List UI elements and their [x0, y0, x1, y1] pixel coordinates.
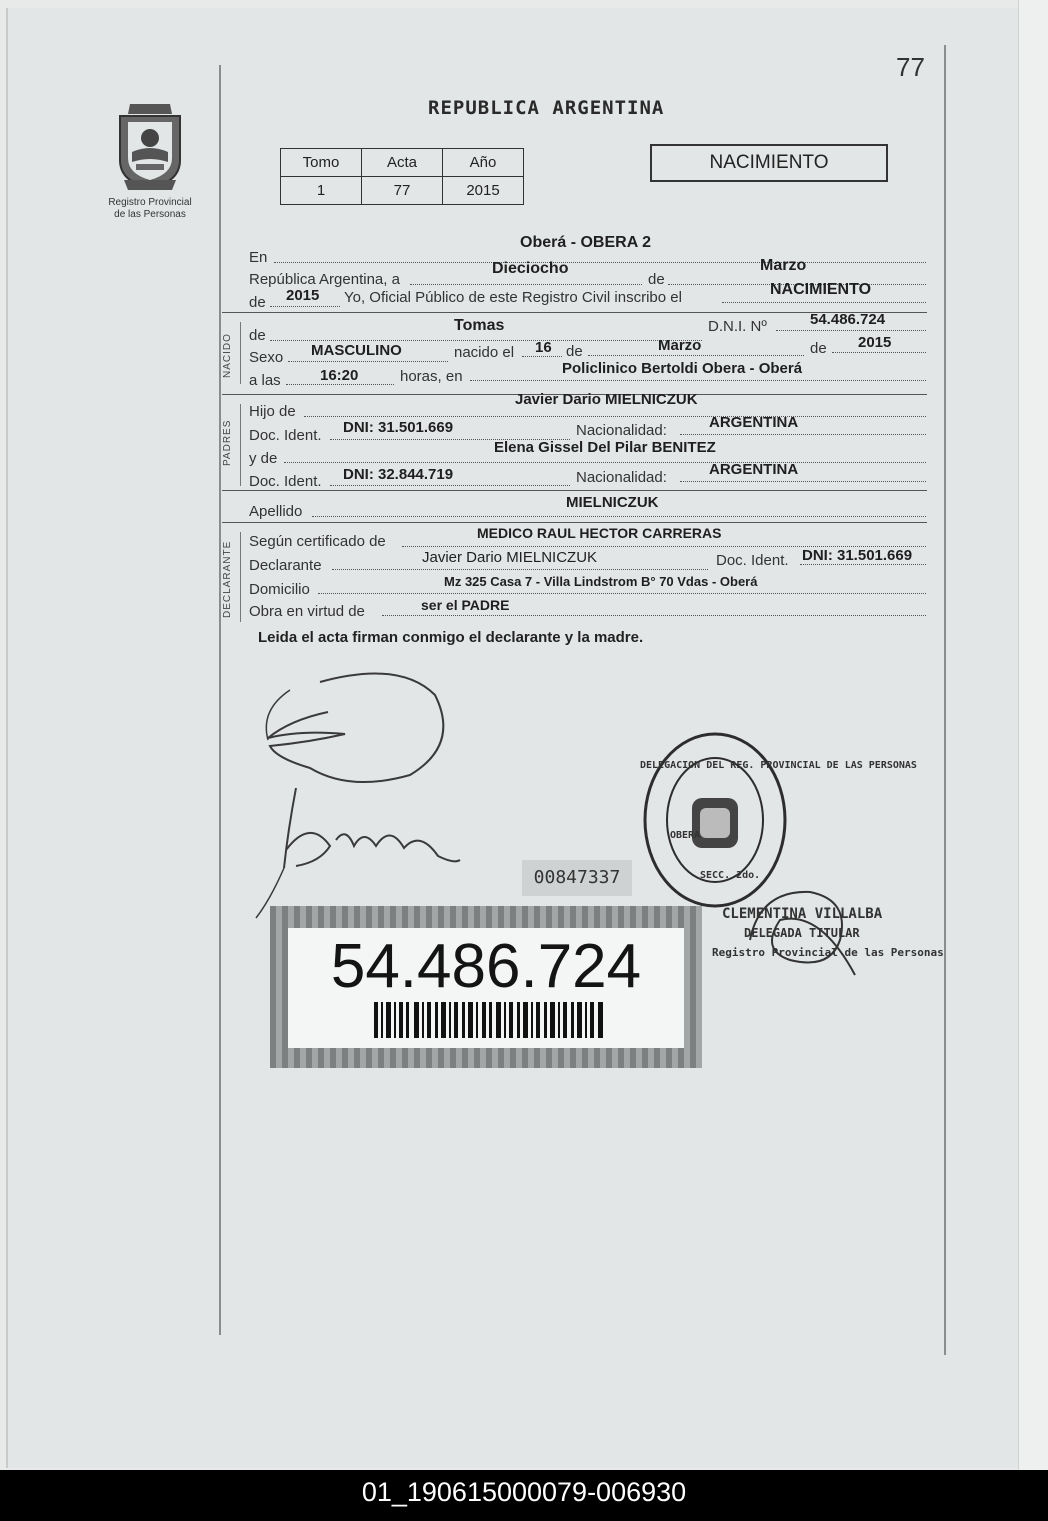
- padres-section-label: PADRES: [222, 419, 233, 466]
- birth-year-value: 2015: [858, 334, 892, 351]
- dotted-line: [330, 485, 570, 486]
- decl-doc-value: DNI: 31.501.669: [802, 547, 913, 564]
- page-edge: [1018, 0, 1048, 1470]
- dotted-line: [332, 569, 708, 570]
- signature-icon: [250, 650, 480, 930]
- serial-number: 00847337: [522, 860, 632, 896]
- dotted-line: [288, 361, 448, 362]
- apellido-value: MIELNICZUK: [566, 494, 659, 511]
- father-nat-value: ARGENTINA: [709, 414, 799, 431]
- mother-nat-value: ARGENTINA: [709, 461, 799, 478]
- country-title: REPUBLICA ARGENTINA: [428, 97, 665, 119]
- yo-text: Yo, Oficial Público de este Registro Civil inscribo el: [344, 289, 682, 306]
- dotted-line: [304, 416, 926, 417]
- day-words-value: Dieciocho: [492, 260, 569, 277]
- sticker-dni-number: 54.486.724: [330, 932, 642, 1001]
- dni-label: D.N.I. Nº: [708, 318, 767, 335]
- page-number: 77: [896, 52, 925, 82]
- inscribe-type-value: NACIMIENTO: [770, 281, 872, 298]
- de-label: de: [648, 271, 665, 288]
- month-value: Marzo: [760, 257, 807, 274]
- official-name: CLEMENTINA VILLALBA: [722, 906, 883, 922]
- dotted-line: [284, 462, 926, 463]
- dotted-line: [270, 306, 340, 307]
- decl-doc-label: Doc. Ident.: [716, 552, 789, 569]
- acta-value: 77: [362, 177, 443, 205]
- dotted-line: [470, 380, 926, 381]
- section-separator: [222, 522, 927, 523]
- nacido-el-label: nacido el: [454, 344, 515, 361]
- apellido-label: Apellido: [249, 503, 303, 520]
- dotted-line: [382, 615, 926, 616]
- province-logo: [100, 100, 200, 221]
- place-value: Oberá - OBERA 2: [520, 234, 651, 251]
- father-nat-label: Nacionalidad:: [576, 422, 667, 439]
- act-year-value: 2015: [286, 287, 320, 304]
- father-doc-value: DNI: 31.501.669: [343, 419, 454, 436]
- stamp-ring-text: DELEGACION DEL REG. PROVINCIAL DE LAS PERSONAS: [640, 760, 917, 771]
- nacido-de2-label: de: [566, 343, 583, 360]
- dotted-line: [722, 302, 926, 303]
- mother-doc-label: Doc. Ident.: [249, 473, 322, 490]
- dotted-line: [312, 516, 926, 517]
- stamp-inner-2: SECC. 2do.: [700, 870, 761, 881]
- obra-value: ser el PADRE: [421, 597, 510, 613]
- dotted-line: [776, 330, 926, 331]
- republica-label: República Argentina, a: [249, 271, 400, 288]
- section-bar: [240, 322, 241, 384]
- sexo-value: MASCULINO: [311, 342, 402, 359]
- registry-caption-2: de las Personas: [114, 209, 186, 220]
- cert-value: MEDICO RAUL HECTOR CARRERAS: [477, 525, 722, 541]
- child-dni-value: 54.486.724: [810, 311, 886, 328]
- de2-label: de: [249, 294, 266, 311]
- dotted-line: [832, 352, 926, 353]
- birth-time-value: 16:20: [320, 367, 359, 384]
- dotted-line: [286, 384, 394, 385]
- left-margin-line: [219, 65, 221, 1335]
- closing-statement: Leida el acta firman conmigo el declarante y la madre.: [258, 629, 644, 646]
- registry-caption-1: Registro Provincial: [108, 197, 192, 208]
- anio-value: 2015: [443, 177, 524, 205]
- dotted-line: [680, 434, 926, 435]
- obra-label: Obra en virtud de: [249, 603, 365, 620]
- mother-name-value: Elena Gissel Del Pilar BENITEZ: [494, 439, 716, 456]
- stamp-inner-1: OBERA: [670, 830, 701, 841]
- cert-label: Según certificado de: [249, 533, 386, 550]
- en-label: En: [249, 249, 268, 266]
- dotted-line: [680, 481, 926, 482]
- yde-label: y de: [249, 450, 278, 467]
- dotted-line: [318, 593, 926, 594]
- nacido-section-label: NACIDO: [222, 333, 233, 378]
- coat-of-arms-icon: [110, 100, 190, 192]
- mother-doc-value: DNI: 32.844.719: [343, 466, 454, 483]
- horas-label: horas, en: [400, 368, 463, 385]
- father-doc-label: Doc. Ident.: [249, 427, 322, 444]
- section-separator: [222, 490, 927, 491]
- declarante-value: Javier Dario MIELNICZUK: [422, 549, 598, 566]
- dni-sticker-label: [288, 928, 684, 1048]
- acta-header: Acta: [362, 149, 443, 177]
- tomo-value: 1: [281, 177, 362, 205]
- dotted-line: [270, 340, 702, 341]
- alas-label: a las: [249, 372, 281, 389]
- scan-file-id: 01_190615000079-006930: [0, 1470, 1048, 1521]
- nacido-de3-label: de: [810, 340, 827, 357]
- section-bar: [240, 404, 241, 486]
- dotted-line: [800, 564, 926, 565]
- father-name-value: Javier Dario MIELNICZUK: [515, 391, 698, 408]
- dotted-line: [410, 284, 642, 285]
- volume-record-table: [280, 148, 524, 205]
- domicilio-value: Mz 325 Casa 7 - Villa Lindstrom B° 70 Vdas - Oberá: [444, 574, 758, 589]
- right-margin-line: [944, 45, 946, 1355]
- dotted-line: [588, 355, 804, 356]
- hijo-de-label: Hijo de: [249, 403, 296, 420]
- declarante-section-label: DECLARANTE: [222, 540, 233, 618]
- domicilio-label: Domicilio: [249, 581, 310, 598]
- official-title: DELEGADA TITULAR: [744, 926, 860, 940]
- dni-sticker: [270, 906, 702, 1068]
- dotted-line: [274, 262, 926, 263]
- section-bar: [240, 532, 241, 622]
- birth-place-value: Policlinico Bertoldi Obera - Oberá: [562, 360, 803, 377]
- birth-month-value: Marzo: [658, 337, 702, 354]
- declarante-label: Declarante: [249, 557, 322, 574]
- birth-day-value: 16: [535, 339, 552, 356]
- sexo-label: Sexo: [249, 349, 284, 366]
- anio-header: Año: [443, 149, 524, 177]
- document-sheet: [6, 8, 1020, 1468]
- barcode-icon: [374, 1002, 604, 1038]
- tomo-header: Tomo: [281, 149, 362, 177]
- mother-nat-label: Nacionalidad:: [576, 469, 667, 486]
- child-name-value: Tomas: [454, 317, 505, 334]
- record-type-box: NACIMIENTO: [650, 144, 888, 182]
- nacido-de-label: de: [249, 327, 266, 344]
- official-org: Registro Provincial de las Personas: [712, 946, 944, 959]
- dotted-line: [522, 356, 562, 357]
